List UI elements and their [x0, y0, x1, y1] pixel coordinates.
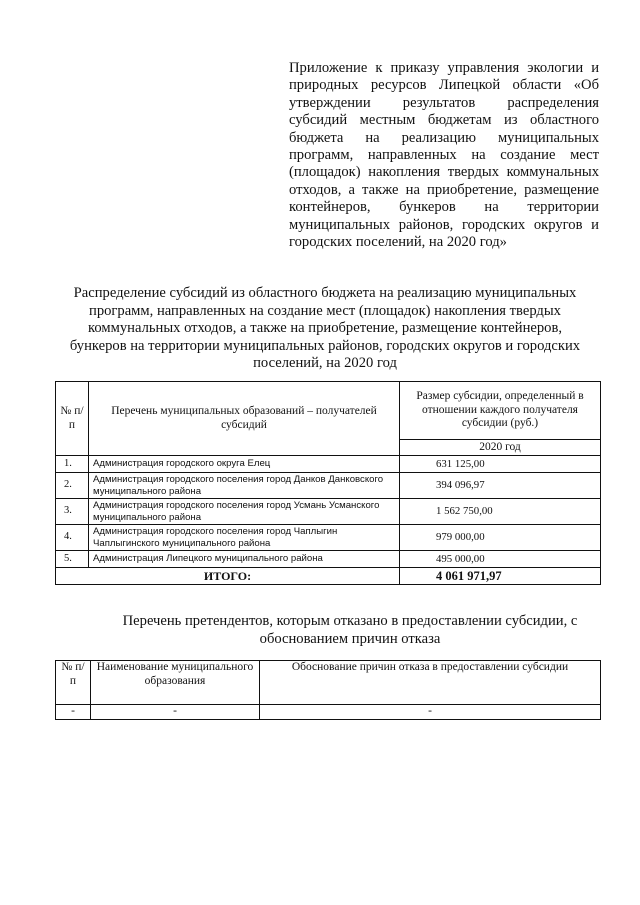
row-recipient: Администрация городского поселения город Чаплыгин Чаплыгинского муниципального района [89, 525, 400, 551]
row-num: 4. [56, 525, 89, 551]
total-row [56, 568, 601, 585]
subsidy-distribution-table [55, 381, 601, 585]
document-title: Распределение субсидий из областного бюджета на реализацию муниципальных программ, направленных на создание мест (площадок) накопления твердых коммунальных отходов, а также на приобретение, размещение контейнеров, бункеров на территории муниципальных районов, городских округов и городских поселений, на 2020 год [69, 285, 581, 372]
table-row [56, 705, 601, 720]
table-row [56, 456, 601, 473]
header-municipality: Наименование муниципального образования [91, 661, 260, 705]
row-recipient: Администрация городского поселения город Данков Данковского муниципального района [89, 473, 400, 499]
header-year: 2020 год [400, 440, 601, 456]
row-municipality: - [91, 705, 260, 720]
row-amount: 495 000,00 [400, 551, 601, 568]
header-reason: Обоснование причин отказа в предоставлении субсидии [260, 661, 601, 705]
row-num: 3. [56, 499, 89, 525]
row-recipient: Администрация городского округа Елец [89, 456, 400, 473]
row-amount: 631 125,00 [400, 456, 601, 473]
header-num: № п/п [56, 382, 89, 456]
row-recipient: Администрация Липецкого муниципального района [89, 551, 400, 568]
total-amount: 4 061 971,97 [400, 568, 601, 585]
table-row [56, 499, 601, 525]
row-num: 5. [56, 551, 89, 568]
header-recipients: Перечень муниципальных образований – получателей субсидий [89, 382, 400, 456]
total-label: ИТОГО: [56, 568, 400, 585]
row-amount: 394 096,97 [400, 473, 601, 499]
row-recipient: Администрация городского поселения город Усмань Усманского муниципального района [89, 499, 400, 525]
row-num: 2. [56, 473, 89, 499]
row-reason: - [260, 705, 601, 720]
table-row [56, 473, 601, 499]
header-num: № п/п [56, 661, 91, 705]
appendix-note: Приложение к приказу управления экологии и природных ресурсов Липецкой области «Об утверждении результатов распределения субсидий местным бюджетам из областного бюджета на реализацию муниципальных программ, направленных на создание мест (площадок) накопления твердых коммунальных отходов, а также на приобретение, размещение контейнеров, бункеров на территории муниципальных районов, городских округов и городских поселений, на 2020 год» [289, 60, 599, 251]
refusal-table [55, 660, 601, 720]
row-num: - [56, 705, 91, 720]
refusal-section-title: Перечень претендентов, которым отказано в предоставлении субсидии, с обоснованием причин отказа [122, 613, 578, 647]
row-amount: 1 562 750,00 [400, 499, 601, 525]
row-num: 1. [56, 456, 89, 473]
table-row [56, 525, 601, 551]
table-row [56, 551, 601, 568]
header-amount: Размер субсидии, определенный в отношении каждого получателя субсидии (руб.) [400, 382, 601, 440]
row-amount: 979 000,00 [400, 525, 601, 551]
